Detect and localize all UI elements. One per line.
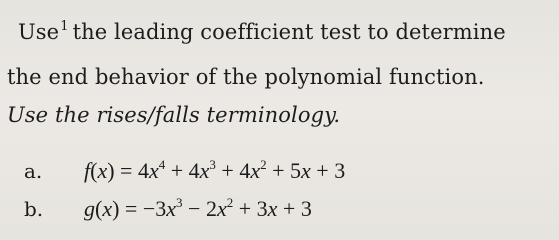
instruction-line-1-rest: the leading coefficient test to determine [72,20,506,44]
item-label-a: a. [24,159,43,183]
footnote-superscript: 1 [60,19,69,34]
instruction-line-2: the end behavior of the polynomial function. [7,65,485,89]
instruction-italic-note: Use the rises/falls terminology. [7,103,341,127]
instruction-line-1 [18,20,506,44]
instruction-use-word: Use [18,20,60,44]
polynomial-equation-a: $f(x) = 4x^4 + 4x^3 + 4x^2 + 5x + 3$ [84,157,346,183]
polynomial-equation-b: $g(x) = -3x^3 - 2x^2 + 3x + 3$ [84,195,312,221]
item-label-b: b. [24,197,44,221]
problem-item-a [24,158,345,184]
problem-item-b [24,196,312,222]
